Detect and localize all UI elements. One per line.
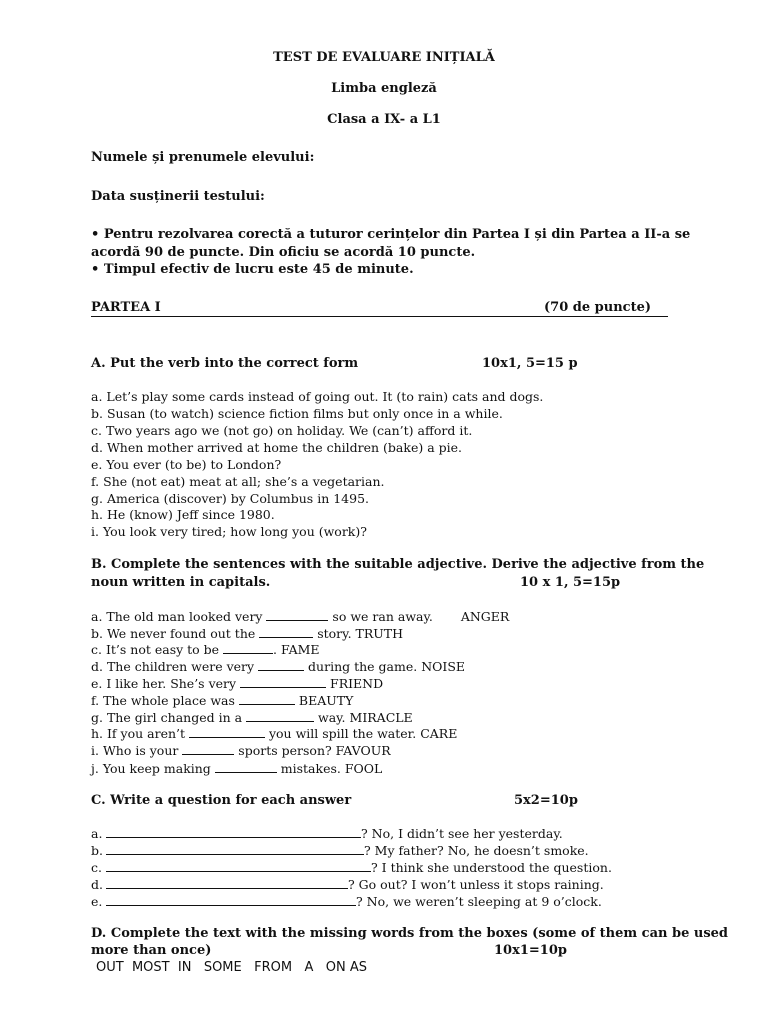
part-1-underline bbox=[91, 316, 668, 317]
test-date-label: Data susținerii testului: bbox=[91, 189, 265, 204]
answer-blank[interactable] bbox=[215, 760, 277, 773]
subject-title: Limba engleză bbox=[331, 81, 437, 96]
root-word: FRIEND bbox=[330, 676, 384, 691]
section-a-item: i. You look very tired; how long you (work)? bbox=[91, 524, 367, 539]
answer-blank[interactable] bbox=[223, 641, 273, 654]
section-b-item: h. If you aren’t you will spill the water. CARE bbox=[91, 726, 458, 741]
test-title: TEST DE EVALUARE INIȚIALĂ bbox=[273, 50, 495, 65]
section-a-title: A. Put the verb into the correct form bbox=[91, 356, 359, 371]
section-a-item: g. America (discover) by Columbus in 1495. bbox=[91, 491, 370, 506]
section-b-item: j. You keep making mistakes. FOOL bbox=[91, 761, 383, 776]
section-d-title-line-1: D. Complete the text with the missing words from the boxes (some of them can be used bbox=[91, 926, 728, 941]
section-b-item: g. The girl changed in a way. MIRACLE bbox=[91, 710, 413, 725]
instructions-line-1: • Pentru rezolvarea corectă a tuturor cerințelor din Partea I și din Partea a II-a se bbox=[91, 227, 691, 242]
section-a-item: f. She (not eat) meat at all; she’s a vegetarian. bbox=[91, 474, 385, 489]
section-b-item: f. The whole place was BEAUTY bbox=[91, 693, 354, 708]
section-b-item: i. Who is your sports person? FAVOUR bbox=[91, 743, 391, 758]
question-blank[interactable] bbox=[106, 876, 348, 889]
answer-blank[interactable] bbox=[182, 742, 234, 755]
section-c-item: d. ? Go out? I won’t unless it stops raining. bbox=[91, 877, 604, 892]
section-a-item: b. Susan (to watch) science fiction films but only once in a while. bbox=[91, 406, 503, 421]
student-name-label: Numele și prenumele elevului: bbox=[91, 150, 315, 165]
section-c-item: e. ? No, we weren’t sleeping at 9 o’clock. bbox=[91, 894, 602, 909]
section-a-item: a. Let’s play some cards instead of going out. It (to rain) cats and dogs. bbox=[91, 389, 544, 404]
question-blank[interactable] bbox=[106, 842, 364, 855]
section-b-item: c. It’s not easy to be . FAME bbox=[91, 642, 320, 657]
section-a-item: c. Two years ago we (not go) on holiday. We (can’t) afford it. bbox=[91, 423, 473, 438]
section-b-points: 10 x 1, 5=15p bbox=[520, 575, 621, 590]
instructions-line-3: • Timpul efectiv de lucru este 45 de minute. bbox=[91, 262, 414, 277]
section-b-item: a. The old man looked very so we ran away. ANGER bbox=[91, 609, 510, 624]
root-word: MIRACLE bbox=[349, 710, 413, 725]
class-title: Clasa a IX- a L1 bbox=[327, 112, 441, 127]
answer-blank[interactable] bbox=[239, 692, 295, 705]
section-b-item: d. The children were very during the game. NOISE bbox=[91, 659, 466, 674]
question-blank[interactable] bbox=[106, 893, 356, 906]
root-word: TRUTH bbox=[355, 626, 404, 641]
answer-blank[interactable] bbox=[259, 625, 313, 638]
root-word: BEAUTY bbox=[298, 693, 354, 708]
answer-blank[interactable] bbox=[240, 675, 326, 688]
section-b-item: b. We never found out the story. TRUTH bbox=[91, 626, 404, 641]
answer-blank[interactable] bbox=[266, 608, 328, 621]
part-1-points: (70 de puncte) bbox=[544, 300, 651, 315]
section-b-item: e. I like her. She’s very FRIEND bbox=[91, 676, 384, 691]
section-d-title-line-2: more than once) bbox=[91, 943, 212, 958]
part-1-label: PARTEA I bbox=[91, 300, 161, 315]
answer-blank[interactable] bbox=[258, 658, 304, 671]
section-d-points: 10x1=10p bbox=[494, 943, 567, 958]
section-c-item: a. ? No, I didn’t see her yesterday. bbox=[91, 826, 563, 841]
question-blank[interactable] bbox=[106, 825, 361, 838]
section-a-item: e. You ever (to be) to London? bbox=[91, 457, 282, 472]
instructions-line-2: acordă 90 de puncte. Din oficiu se acordă 10 puncte. bbox=[91, 245, 476, 260]
section-c-item: c. ? I think she understood the question. bbox=[91, 860, 612, 875]
section-a-item: d. When mother arrived at home the children (bake) a pie. bbox=[91, 440, 462, 455]
section-c-points: 5x2=10p bbox=[514, 793, 578, 808]
root-word: NOISE bbox=[421, 659, 466, 674]
root-word: FAME bbox=[281, 642, 320, 657]
root-word: CARE bbox=[420, 726, 458, 741]
answer-blank[interactable] bbox=[189, 725, 265, 738]
section-a-points: 10x1, 5=15 p bbox=[482, 356, 578, 371]
root-word: FOOL bbox=[344, 761, 383, 776]
question-blank[interactable] bbox=[106, 859, 371, 872]
section-a-item: h. He (know) Jeff since 1980. bbox=[91, 507, 275, 522]
answer-blank[interactable] bbox=[246, 709, 314, 722]
word-box: OUT MOST IN SOME FROM A ON AS bbox=[96, 960, 368, 975]
root-word: ANGER bbox=[460, 609, 510, 624]
section-c-item: b. ? My father? No, he doesn’t smoke. bbox=[91, 843, 589, 858]
section-b-title-line-2: noun written in capitals. bbox=[91, 575, 271, 590]
section-c-title: C. Write a question for each answer bbox=[91, 793, 352, 808]
section-b-title-line-1: B. Complete the sentences with the suitable adjective. Derive the adjective from the bbox=[91, 557, 705, 572]
root-word: FAVOUR bbox=[335, 743, 391, 758]
